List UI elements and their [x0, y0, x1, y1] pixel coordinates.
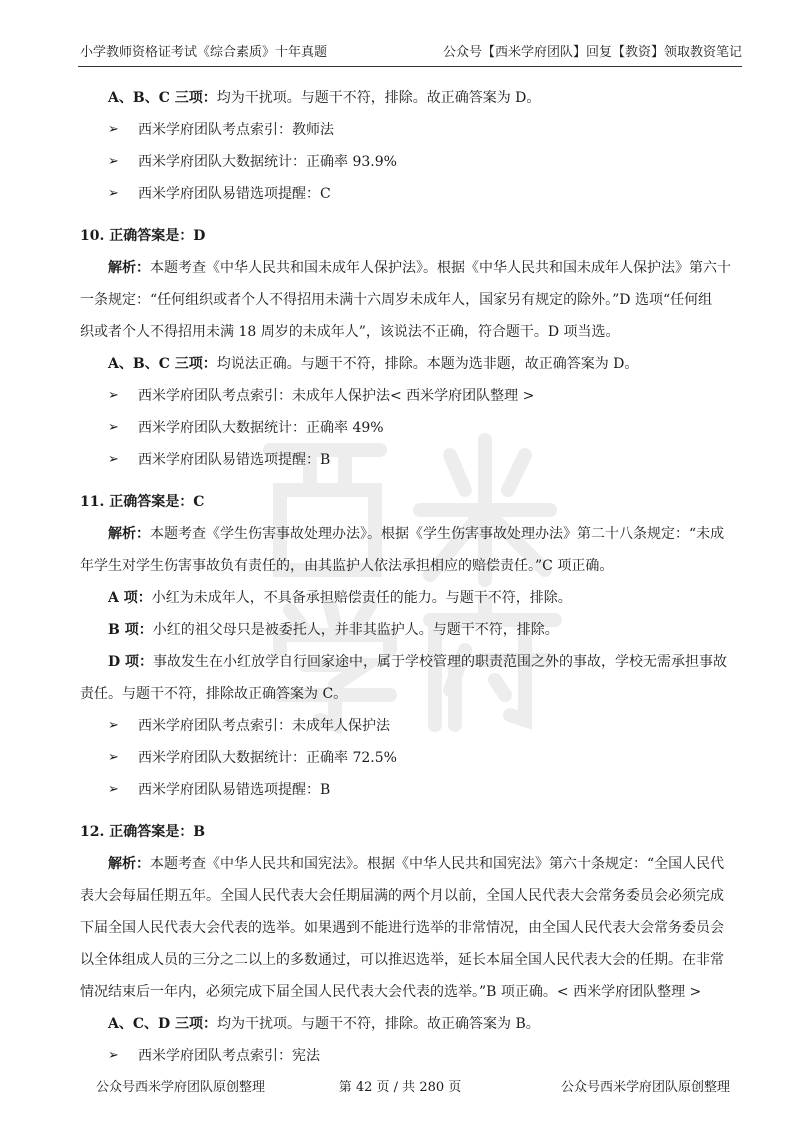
q12-options-line: [80, 1008, 730, 1040]
q10-options-label: A、B、C 三项：: [108, 356, 217, 372]
list-item: [80, 444, 730, 476]
q12-analysis-text-3: 下届全国人民代表大会代表的选举。如果遇到不能进行选举的非常情况，由全国人民代表大会常务委员会: [80, 920, 724, 936]
arrow-bullet-icon: ➢: [108, 122, 119, 137]
q11-analysis-label: 解析：: [108, 526, 150, 542]
q11-option-a-line: [80, 582, 730, 614]
q11-bullet-stats: 西米学府团队大数据统计：正确率 72.5%: [138, 750, 397, 766]
q10-heading: 10. 正确答案是：D: [80, 228, 206, 244]
list-item: [80, 742, 730, 774]
q11-option-d-line: [80, 646, 730, 678]
q11-option-a-text: 小红为未成年人，不具备承担赔偿责任的能力。与题干不符，排除。: [151, 590, 572, 606]
q10-options-text: 均说法正确。与题干不符，排除。本题为选非题，故正确答案为 D。: [216, 356, 639, 372]
list-item: [80, 380, 730, 412]
header-promo: 公众号【西米学府团队】回复【教资】领取教资笔记: [442, 45, 742, 60]
q11-option-a-label: A 项：: [108, 590, 152, 606]
footer-left: 公众号西米学府团队原创整理: [96, 1080, 266, 1095]
arrow-bullet-icon: ➢: [108, 782, 119, 797]
q12-analysis-text-5: 情况结束后一年内，必须完成下届全国人民代表大会代表的选举。”B 项正确。< 西米学府团队整理 >: [80, 984, 702, 1000]
q12-options-label: A、C、D 三项：: [108, 1016, 218, 1032]
arrow-bullet-icon: ➢: [108, 186, 119, 201]
arrow-bullet-icon: ➢: [108, 1048, 119, 1063]
q11-heading: 11. 正确答案是：C: [80, 494, 205, 510]
q10-options-line: [80, 348, 730, 380]
page-footer: [70, 1076, 730, 1096]
q11-analysis-line: [80, 518, 730, 550]
list-item: [80, 774, 730, 806]
q9-options-label: A、B、C 三项：: [108, 90, 217, 106]
q10-analysis-text-2: 一条规定：“任何组织或者个人不得招用未满十六周岁未成年人，国家另有规定的除外。”D 选项“任何组: [80, 292, 713, 308]
q10-analysis-text-1: 本题考查《中华人民共和国未成年人保护法》。根据《中华人民共和国未成年人保护法》第六十: [150, 260, 731, 276]
page-number: 第 42 页 / 共 280 页: [338, 1080, 462, 1095]
q10-bullet-trap: 西米学府团队易错选项提醒：B: [138, 452, 331, 468]
q11-option-b-text: 小红的祖父母只是被委托人，并非其监护人。与题干不符，排除。: [152, 622, 559, 638]
arrow-bullet-icon: ➢: [108, 750, 119, 765]
q10-bullet-index: 西米学府团队考点索引：未成年人保护法< 西米学府团队整理 >: [138, 388, 535, 404]
q11-option-d-text-2: 责任。与题干不符，排除故正确答案为 C。: [80, 686, 348, 702]
list-item: [80, 412, 730, 444]
q11-option-d-label: D 项：: [108, 654, 154, 670]
q12-analysis-text-4: 以全体组成人员的三分之二以上的多数通过，可以推迟选举，延长本届全国人民代表大会的任期。在非常: [80, 952, 724, 968]
list-item: [80, 1040, 730, 1072]
q11-analysis-text-1: 本题考查《学生伤害事故处理办法》。根据《学生伤害事故处理办法》第二十八条规定：“未成: [150, 526, 725, 542]
list-item: [80, 710, 730, 742]
q10-bullet-stats: 西米学府团队大数据统计：正确率 49%: [138, 420, 384, 436]
q11-bullet-trap: 西米学府团队易错选项提醒：B: [138, 782, 331, 798]
q11-option-b-line: [80, 614, 730, 646]
arrow-bullet-icon: ➢: [108, 452, 119, 467]
q12-heading: 12. 正确答案是：B: [80, 824, 206, 840]
q10-analysis-line: [80, 252, 730, 284]
header-title: 小学教师资格证考试《综合素质》十年真题: [80, 45, 328, 60]
list-item: [80, 114, 730, 146]
footer-right: 公众号西米学府团队原创整理: [560, 1080, 730, 1095]
q12-analysis-text-2: 表大会每届任期五年。全国人民代表大会任期届满的两个月以前，全国人民代表大会常务委员会必须完成: [80, 888, 724, 904]
q9-bullet-index: 西米学府团队考点索引：教师法: [138, 122, 334, 138]
list-item: [80, 146, 730, 178]
q9-options-text: 均为干扰项。与题干不符，排除。故正确答案为 D。: [216, 90, 541, 106]
q10-analysis-text-3: 织或者个人不得招用未满 18 周岁的未成年人”，该说法不正确，符合题干。D 项当选。: [80, 324, 620, 340]
q12-options-text: 均为干扰项。与题干不符，排除。故正确答案为 B。: [217, 1016, 540, 1032]
arrow-bullet-icon: ➢: [108, 154, 119, 169]
q10-analysis-label: 解析：: [108, 260, 150, 276]
page-header: [78, 40, 742, 67]
q12-analysis-label: 解析：: [108, 856, 150, 872]
q12-bullet-index: 西米学府团队考点索引：宪法: [138, 1048, 320, 1064]
arrow-bullet-icon: ➢: [108, 718, 119, 733]
q11-bullet-index: 西米学府团队考点索引：未成年人保护法: [138, 718, 390, 734]
q11-option-d-text-1: 事故发生在小红放学自行回家途中，属于学校管理的职责范围之外的事故，学校无需承担事故: [153, 654, 728, 670]
q9-bullet-stats: 西米学府团队大数据统计：正确率 93.9%: [138, 154, 397, 170]
arrow-bullet-icon: ➢: [108, 420, 119, 435]
q11-analysis-text-2: 年学生对学生伤害事故负有责任的，由其监护人依法承担相应的赔偿责任。”C 项正确。: [80, 558, 614, 574]
q9-bullet-trap: 西米学府团队易错选项提醒：C: [138, 186, 331, 202]
q12-analysis-text-1: 本题考查《中华人民共和国宪法》。根据《中华人民共和国宪法》第六十条规定：“全国人民代: [150, 856, 725, 872]
q12-analysis-line: [80, 848, 730, 880]
arrow-bullet-icon: ➢: [108, 388, 119, 403]
q11-option-b-label: B 项：: [108, 622, 153, 638]
q9-options-line: [80, 82, 730, 114]
list-item: [80, 178, 730, 210]
